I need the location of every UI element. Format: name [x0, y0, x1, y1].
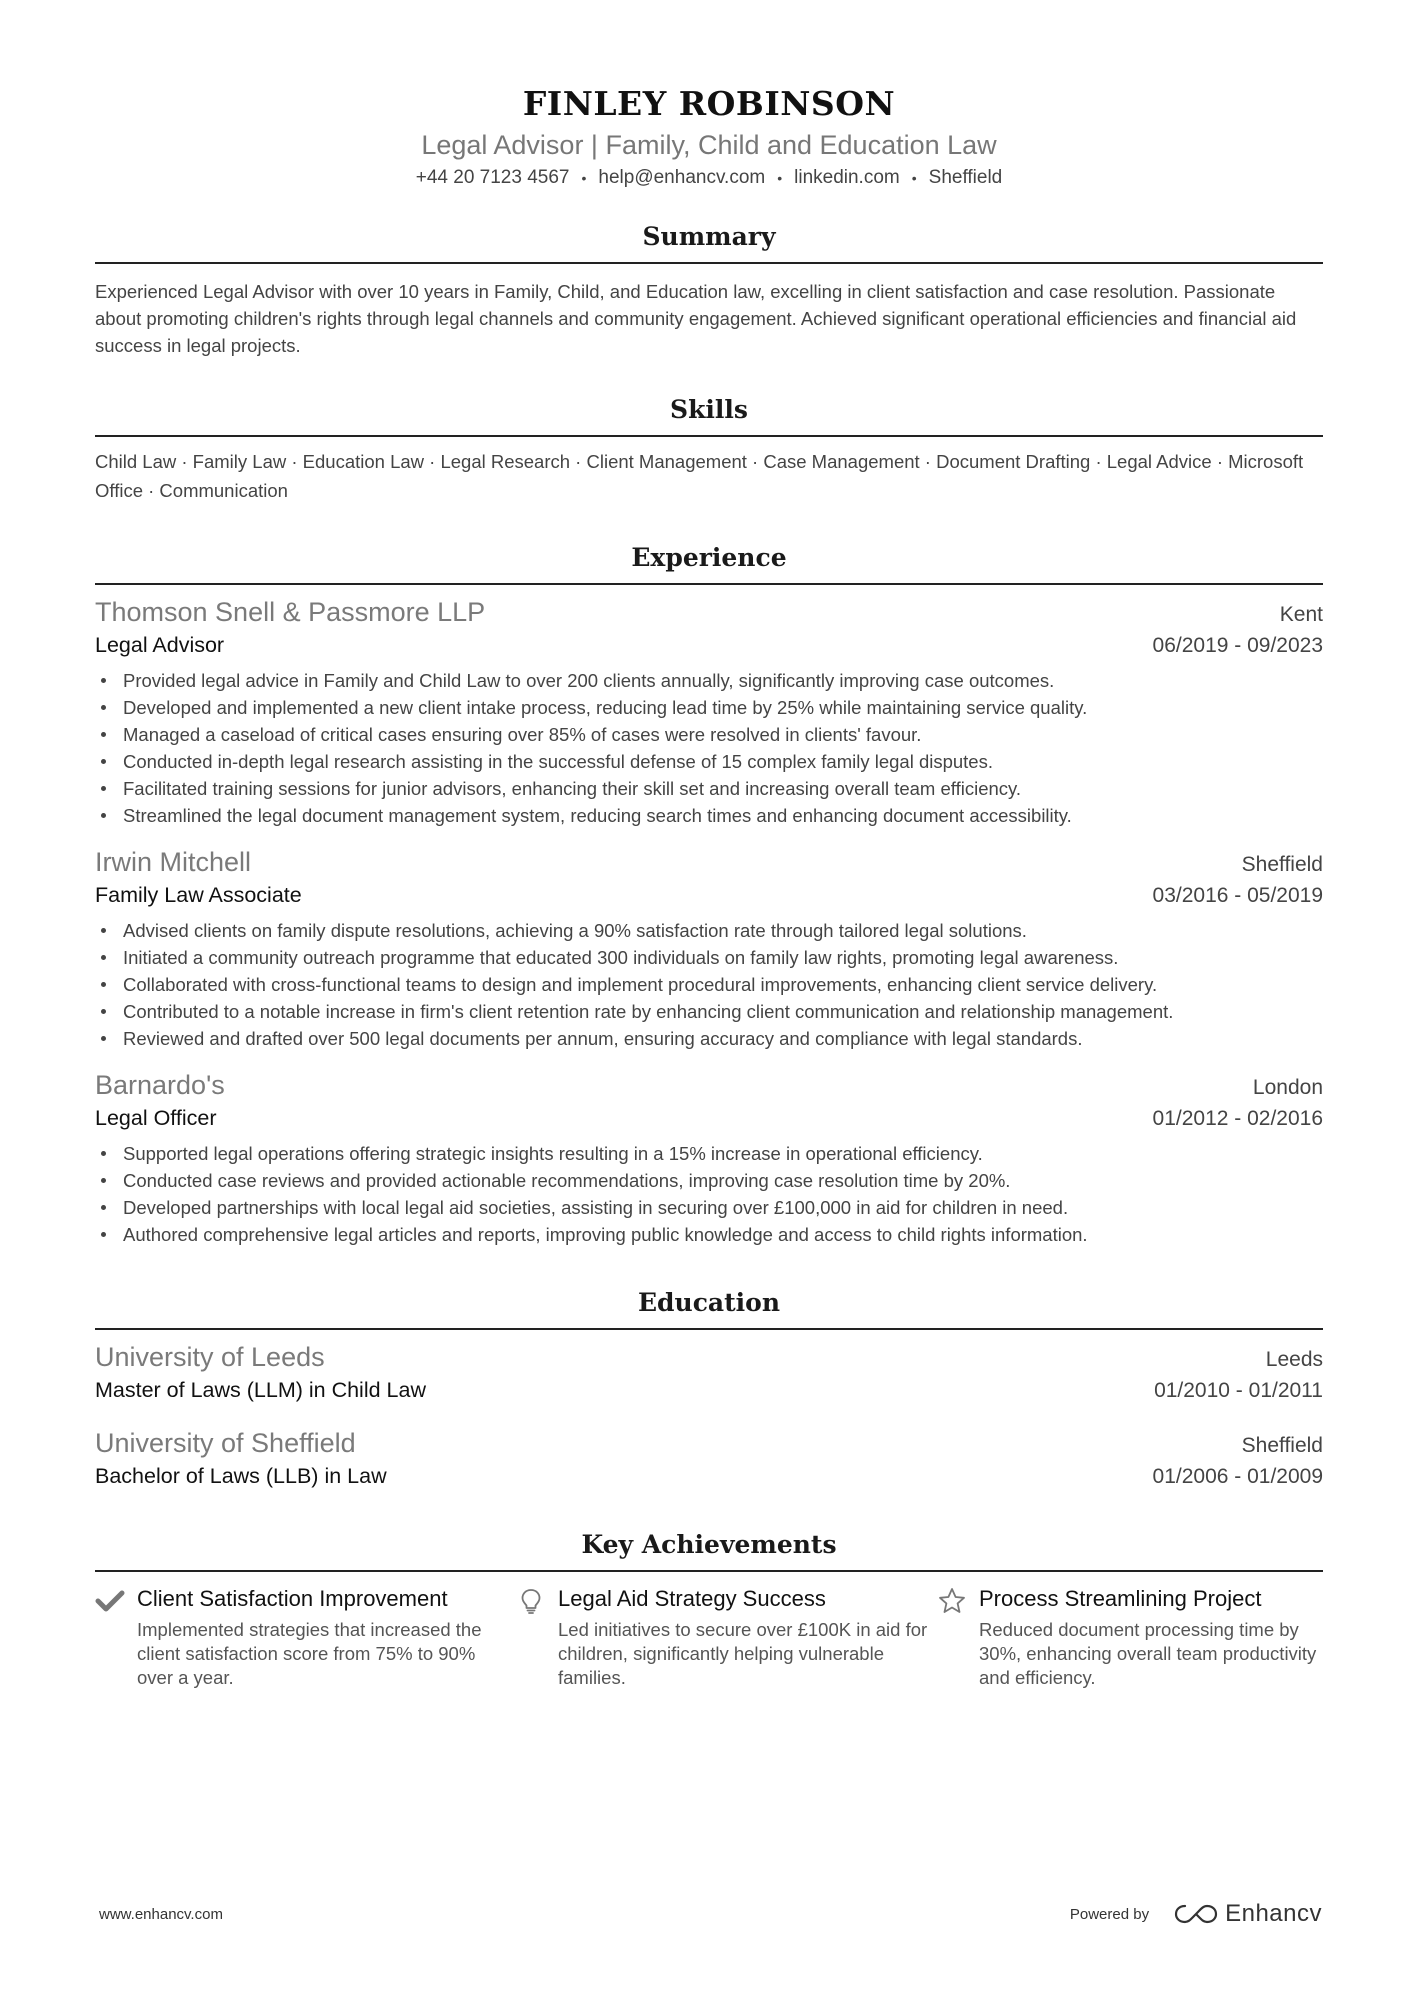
experience-bullets	[95, 917, 1323, 1052]
experience-bullet: Developed partnerships with local legal aid societies, assisting in securing over £100,000 in aid for children in need.	[95, 1194, 1323, 1221]
experience-heading: Experience	[95, 541, 1323, 585]
experience-bullet: Supported legal operations offering strategic insights resulting in a 15% increase in operational efficiency.	[95, 1140, 1323, 1167]
skills-section	[95, 393, 1323, 505]
experience-location: Sheffield	[1241, 853, 1323, 877]
achievement-item	[937, 1584, 1323, 1690]
experience-company: Barnardo's	[95, 1070, 225, 1101]
experience-role: Legal Advisor	[95, 633, 225, 658]
experience-entry	[95, 595, 1323, 829]
achievements-grid	[95, 1584, 1323, 1690]
experience-company: Thomson Snell & Passmore LLP	[95, 597, 486, 628]
contact-linkedin[interactable]: linkedin.com	[794, 167, 900, 189]
contact-phone: +44 20 7123 4567	[415, 167, 570, 189]
page-footer	[99, 1900, 1322, 1928]
achievement-description: Reduced document processing time by 30%, enhancing overall team productivity and efficiency.	[979, 1619, 1317, 1689]
footer-website-link[interactable]: www.enhancv.com	[99, 1905, 223, 1923]
experience-entry	[95, 1068, 1323, 1248]
candidate-name: FINLEY ROBINSON	[522, 84, 896, 123]
resume-header	[95, 0, 1323, 191]
contact-location: Sheffield	[928, 167, 1003, 189]
experience-bullet: Reviewed and drafted over 500 legal documents per annum, ensuring accuracy and compliance with legal standards.	[95, 1025, 1323, 1052]
education-institution: University of Leeds	[95, 1342, 325, 1373]
education-degree: Bachelor of Laws (LLB) in Law	[95, 1464, 387, 1489]
experience-bullet: Contributed to a notable increase in firm's client retention rate by enhancing client communication and relationship management.	[95, 998, 1323, 1025]
experience-bullet: Authored comprehensive legal articles and reports, improving public knowledge and access to child rights information.	[95, 1221, 1323, 1248]
experience-company: Irwin Mitchell	[95, 847, 252, 878]
lightbulb-icon	[516, 1586, 546, 1616]
education-institution: University of Sheffield	[95, 1428, 356, 1459]
brand-logo[interactable]	[1173, 1900, 1322, 1928]
experience-bullet: Collaborated with cross-functional teams to design and implement procedural improvements, enhancing client service delivery.	[95, 971, 1323, 998]
education-dates: 01/2006 - 01/2009	[1152, 1465, 1323, 1489]
contact-separator: •	[777, 170, 783, 186]
experience-location: Kent	[1279, 603, 1323, 627]
achievement-title: Client Satisfaction Improvement	[137, 1586, 448, 1612]
powered-by-label: Powered by	[1069, 1905, 1150, 1923]
achievements-heading: Key Achievements	[95, 1528, 1323, 1572]
experience-bullet: Developed and implemented a new client intake process, reducing lead time by 25% while maintaining service quality.	[95, 694, 1323, 721]
experience-bullet: Provided legal advice in Family and Child Law to over 200 clients annually, significantly improving case outcomes.	[95, 667, 1323, 694]
experience-entry	[95, 845, 1323, 1052]
education-degree: Master of Laws (LLM) in Child Law	[95, 1378, 426, 1403]
experience-role: Family Law Associate	[95, 883, 302, 908]
achievements-section	[95, 1528, 1323, 1690]
contact-separator: •	[911, 170, 917, 186]
skills-heading: Skills	[95, 393, 1323, 437]
education-entry	[95, 1340, 1323, 1406]
enhancv-logo-icon	[1173, 1902, 1219, 1926]
experience-role: Legal Officer	[95, 1106, 217, 1131]
achievement-title: Process Streamlining Project	[979, 1586, 1262, 1612]
education-location: Sheffield	[1241, 1434, 1323, 1458]
experience-bullets	[95, 1140, 1323, 1248]
achievement-title: Legal Aid Strategy Success	[558, 1586, 826, 1612]
experience-dates: 03/2016 - 05/2019	[1152, 884, 1323, 908]
experience-bullets	[95, 667, 1323, 829]
experience-dates: 06/2019 - 09/2023	[1152, 634, 1323, 658]
summary-text: Experienced Legal Advisor with over 10 years in Family, Child, and Education law, excelling in client satisfaction and case resolution. Passionate about promoting children's rights through legal channels and community engagement. Achieved significant operational efficiencies and financial aid success in legal projects.	[95, 281, 1297, 357]
experience-dates: 01/2012 - 02/2016	[1152, 1107, 1323, 1131]
contact-separator: •	[581, 170, 587, 186]
education-dates: 01/2010 - 01/2011	[1154, 1379, 1323, 1403]
contact-line	[95, 165, 1323, 191]
achievement-description: Implemented strategies that increased the client satisfaction score from 75% to 90% over a year.	[137, 1619, 482, 1689]
summary-section	[95, 220, 1323, 359]
experience-bullet: Conducted case reviews and provided actionable recommendations, improving case resolution time by 20%.	[95, 1167, 1323, 1194]
footer-branding	[1070, 1900, 1322, 1928]
achievement-item	[516, 1584, 937, 1690]
skills-list: Child Law · Family Law · Education Law · Legal Research · Client Management · Case Management · Document Drafting · Legal Advice · Microsoft Office · Communication	[95, 451, 1304, 502]
education-location: Leeds	[1265, 1348, 1323, 1372]
achievement-item	[95, 1584, 516, 1690]
star-icon	[937, 1586, 967, 1616]
experience-bullet: Streamlined the legal document management system, reducing search times and enhancing document accessibility.	[95, 802, 1323, 829]
brand-name: Enhancv	[1225, 1900, 1322, 1927]
experience-location: London	[1252, 1076, 1323, 1100]
experience-bullet: Managed a caseload of critical cases ensuring over 85% of cases were resolved in clients' favour.	[95, 721, 1323, 748]
education-section	[95, 1286, 1323, 1492]
contact-email[interactable]: help@enhancv.com	[598, 167, 766, 189]
experience-section	[95, 541, 1323, 1248]
education-entry	[95, 1426, 1323, 1492]
education-heading: Education	[95, 1286, 1323, 1330]
candidate-title: Legal Advisor | Family, Child and Education Law	[421, 130, 997, 160]
experience-bullet: Conducted in-depth legal research assisting in the successful defense of 15 complex family legal disputes.	[95, 748, 1323, 775]
experience-bullet: Facilitated training sessions for junior advisors, enhancing their skill set and increasing overall team efficiency.	[95, 775, 1323, 802]
resume-content	[95, 0, 1323, 1690]
checkmark-icon	[95, 1586, 125, 1616]
achievement-description: Led initiatives to secure over £100K in aid for children, significantly helping vulnerable families.	[558, 1619, 928, 1689]
summary-heading: Summary	[95, 220, 1323, 264]
experience-bullet: Initiated a community outreach programme that educated 300 individuals on family law rights, promoting legal awareness.	[95, 944, 1323, 971]
experience-bullet: Advised clients on family dispute resolutions, achieving a 90% satisfaction rate through tailored legal solutions.	[95, 917, 1323, 944]
